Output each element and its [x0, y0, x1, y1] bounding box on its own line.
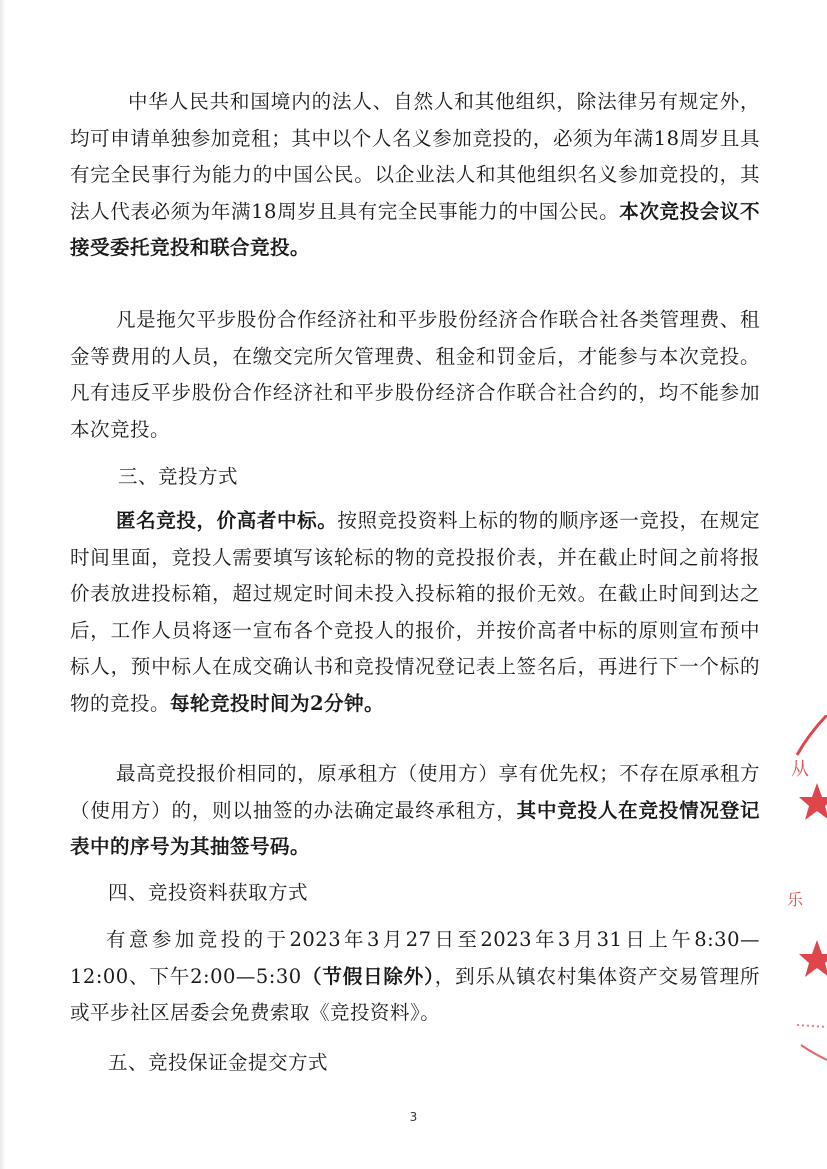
- bidding-method-paragraph: [70, 503, 760, 722]
- tie-break-paragraph: [70, 756, 760, 866]
- bidding-method-text: 按照竞投资料上标的物的顺序逐一竞投，在规定时间里面，竞投人需要填写该轮标的物的竞投报价表，并在截止时间之前将报价表放进投标箱，超过规定时间未投入投标箱的报价无效。在截止时间到达之后，工作人员将逐一宣布各个竞投人的报价，并按价高者中标的原则宣布预中标人，预中标人在成交确认书和竞投情况登记表上签名后，再进行下一个标的物的竞投。: [70, 509, 760, 715]
- page-number: 3: [409, 1110, 418, 1124]
- section-heading-materials: 四、竞投资料获取方式: [108, 881, 309, 904]
- round-time-note: 每轮竞投时间为2分钟。: [170, 691, 385, 715]
- section-heading-bidding-method: 三、竞投方式: [118, 465, 239, 488]
- svg-text:从: 从: [791, 759, 809, 780]
- eligibility-paragraph: [70, 84, 760, 267]
- eligibility-text: 中华人民共和国境内的法人、自然人和其他组织，除法律另有规定外，均可申请单独参加竞租；其中以个人名义参加竞投的，必须为年满18周岁且具有完全民事行为能力的中国公民。以企业法人和其他组织名义参加竞投的，其法人代表必须为年满18周岁且具有完全民事能力的中国公民。: [70, 90, 760, 223]
- materials-paragraph: [70, 922, 760, 1032]
- section-heading-deposit: 五、竞投保证金提交方式: [108, 1051, 329, 1074]
- anonymous-bidding-note: 匿名竞投，价高者中标。: [116, 509, 338, 532]
- materials-location-text: ，到乐从镇农村集体资产交易管理所或平步社区居委会免费索取《竞投资料》。: [70, 964, 760, 1024]
- holiday-exception-note: （节假日除外）: [301, 964, 435, 988]
- official-seal-partial: [787, 715, 827, 1065]
- lottery-number-note: 其中竞投人在竞投情况登记表中的序号为其抽签号码。: [70, 798, 760, 858]
- arrears-text: 凡是拖欠平步股份合作经济社和平步股份经济合作联合社各类管理费、租金等费用的人员，在缴交完所欠管理费、租金和罚金后，才能参与本次竞投。凡有违反平步股份合作经济社和平步股份经济合作联合社合约的，均不能参加本次竞投。: [70, 308, 760, 441]
- tie-break-text: 最高竞投报价相同的，原承租方（使用方）享有优先权；不存在原承租方（使用方）的，则以抽签的办法确定最终承租方，: [70, 762, 760, 822]
- no-proxy-bidding-note: 本次竞投会议不接受委托竞投和联合竞投。: [70, 199, 760, 259]
- svg-text:乐: 乐: [787, 890, 804, 909]
- scan-edge-shadow: [0, 0, 6, 1169]
- arrears-paragraph: [70, 302, 760, 448]
- materials-time-text: 有意参加竞投的于2023年3月27日至2023年3月31日上午8:30—12:00、下午2:00—5:30: [70, 928, 760, 988]
